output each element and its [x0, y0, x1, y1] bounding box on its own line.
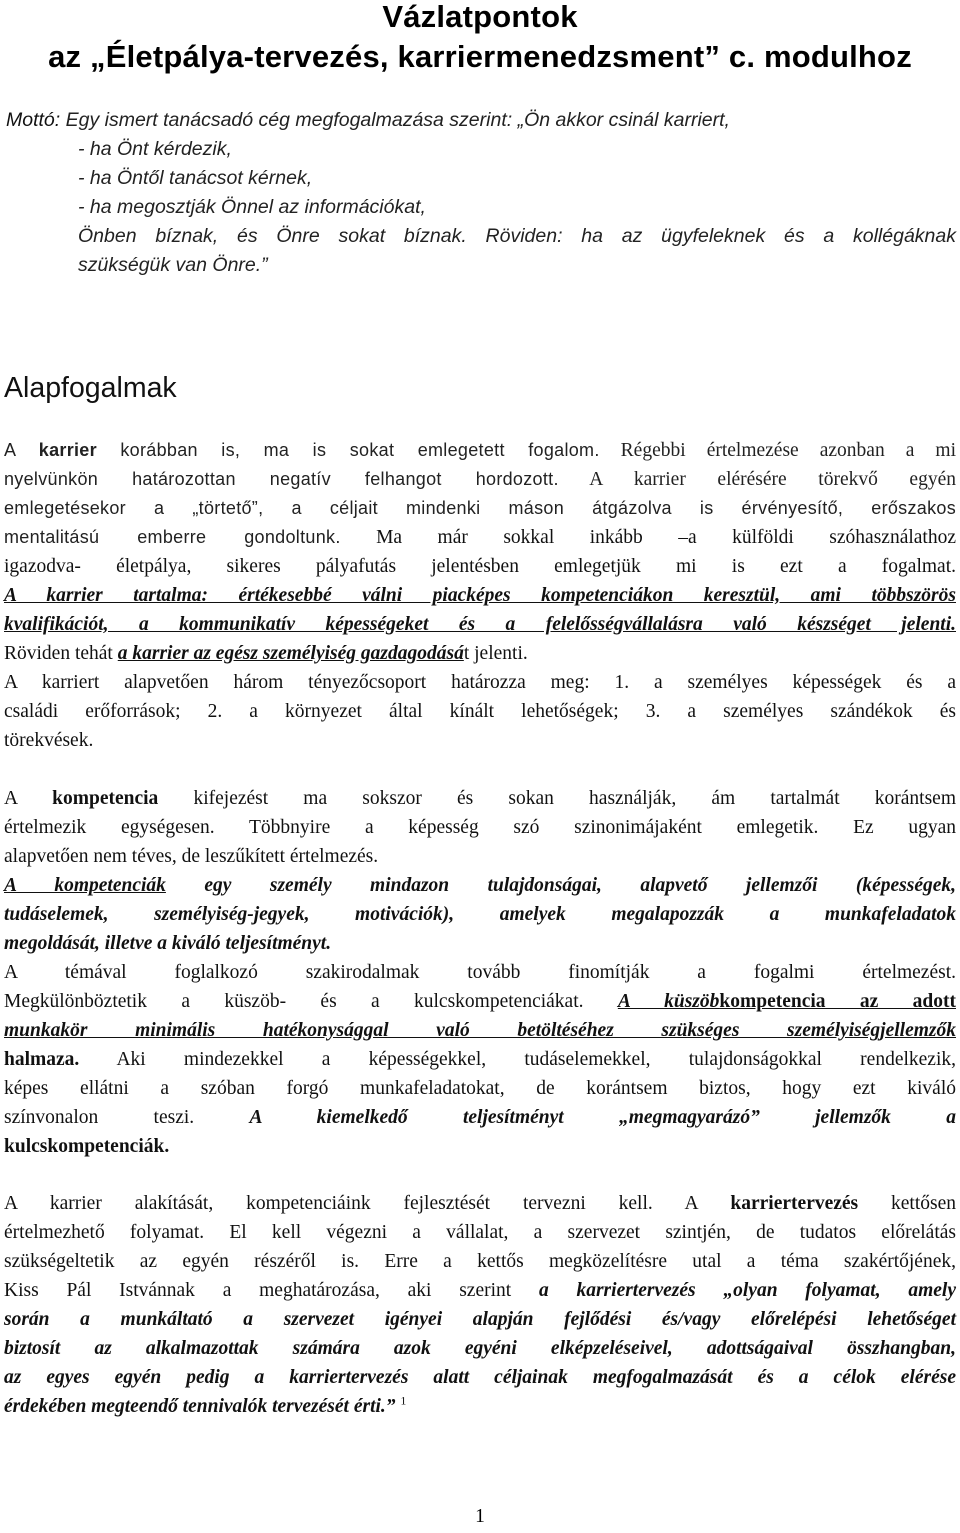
text-line: megoldását, illetve a kiváló teljesítményt.: [4, 933, 332, 954]
text-line: A kompetenciák egy személy mindazon tulajdonságai, alapvető jellemzői (képességek,: [4, 875, 956, 896]
text-line: A karrier korábban is, ma is sokat emlegetett fogalom. Régebbi értelmezése azonban a mi: [4, 440, 956, 461]
text-line: képes ellátni a szóban forgó munkafeladatokat, de korántsem biztos, hogy ezt kiváló: [4, 1078, 956, 1099]
text-line: értelmezhető folyamat. El kell végezni a vállalat, a szervezet szintjén, de tudatos előrelátás: [4, 1222, 956, 1243]
text-line: emlegetésekor a „törtető”, a céljait mindenki máson átgázolva is érvényesítő, erőszakos: [4, 498, 956, 518]
page-number: 1: [475, 1506, 485, 1527]
text-line: Kiss Pál Istvánnak a meghatározása, aki szerint a karriertervezés „olyan folyamat, amely: [4, 1280, 956, 1301]
text-line: munkakör minimális hatékonysággal való betöltéséhez szükséges személyiségjellemzők: [4, 1020, 956, 1041]
motto-intro: Mottó: Egy ismert tanácsadó cég megfogalmazása szerint: „Ön akkor csinál karriert,: [6, 109, 730, 131]
motto-line: Önben bíznak, és Önre sokat bíznak. Röviden: ha az ügyfeleknek és a kollégáknak: [78, 225, 956, 247]
text-line: Röviden tehát a karrier az egész személyiség gazdagodását jelenti.: [4, 643, 528, 664]
title-line-2: az „Életpálya-tervezés, karriermenedzsment” c. modulhoz: [48, 39, 912, 74]
text-line: A karriert alapvetően három tényezőcsoport határozza meg: 1. a személyes képességek és a: [4, 672, 956, 693]
text-line: az egyes egyén pedig a karriertervezés alatt céljainak megfogalmazását és a célok elérése: [4, 1367, 956, 1388]
text-line: alapvetően nem téves, de leszűkített értelmezés.: [4, 846, 379, 867]
text-line: biztosít az alkalmazottak számára azok egyéni elképzeléseivel, adottságaival összhangban,: [4, 1338, 956, 1359]
section-heading: Alapfogalmak: [4, 372, 177, 404]
text-line: Megkülönböztetik a küszöb- és a kulcskompetenciákat. A küszöbkompetencia az adott: [4, 991, 956, 1012]
motto-block: [6, 106, 956, 280]
paragraph-karrier-cont: [4, 523, 956, 755]
text-line: tudáselemek, személyiség-jegyek, motivációk), amelyek megalapozzák a munkafeladatok: [4, 904, 956, 925]
text-line: A karrier tartalma: értékesebbé válni piacképes kompetenciákon keresztül, ami többszörös: [4, 585, 956, 606]
footnote-ref[interactable]: 1: [400, 1393, 407, 1408]
motto-item: - ha Önt kérdezik,: [78, 138, 232, 160]
paragraph-karriertervezes: [4, 1189, 956, 1421]
text-line: során a munkáltató a szervezet igényei alapján fejlődési és/vagy előrelépési lehetőséget: [4, 1309, 956, 1330]
text-line: A kompetencia kifejezést ma sokszor és sokan használják, ám tartalmát korántsem: [4, 788, 956, 809]
text-line: nyelvünkön határozottan negatív felhangot hordozott. A karrier elérésére törekvő egyén: [4, 469, 956, 490]
text-line: kulcskompetenciák.: [4, 1136, 170, 1157]
motto-item: - ha megosztják Önnel az információkat,: [78, 196, 426, 218]
motto-item: - ha Öntől tanácsot kérnek,: [78, 167, 313, 189]
text-line: halmaza. Aki mindezekkel a képességekkel, tudáselemekkel, tulajdonságokkal rendelkezik,: [4, 1049, 956, 1070]
text-line: mentalitású emberre gondoltunk. Ma már sokkal inkább –a külföldi szóhasználathoz: [4, 527, 956, 548]
text-line: értelmezik egységesen. Többnyire a képesség szó szinonimájaként emlegetik. Ez ugyan: [4, 817, 956, 838]
text-line: színvonalon teszi. A kiemelkedő teljesítményt „megmagyarázó” jellemzők a: [4, 1107, 956, 1128]
text-line: családi erőforrások; 2. a környezet által kínált lehetőségek; 3. a személyes szándékok és: [4, 701, 956, 722]
text-line: kvalifikációt, a kommunikatív képességeket és a felelősségvállalásra való készséget jelenti.: [4, 614, 956, 635]
text-line: törekvések.: [4, 730, 94, 751]
motto-label: Mottó:: [6, 109, 61, 131]
paragraph-kompetencia: [4, 784, 956, 1161]
text-line: A témával foglalkozó szakirodalmak tovább finomítják a fogalmi értelmezést.: [4, 962, 956, 983]
text-line: igazodva- életpálya, sikeres pályafutás jelentésben emlegetjük mi is ezt a fogalmat.: [4, 556, 956, 577]
text-line: érdekében megteendő tennivalók tervezését érti.” $^1$: [4, 1393, 407, 1417]
motto-line: szükségük van Önre.”: [78, 254, 268, 276]
text-line: A karrier alakítását, kompetenciáink fejlesztését tervezni kell. A karriertervezés kettősen: [4, 1193, 957, 1214]
text-line: szükségeltetik az egyén részéről is. Erre a kettős megközelítésre utal a téma szakértőjének,: [4, 1251, 956, 1272]
title-line-1: Vázlatpontok: [382, 0, 578, 34]
paragraph-karrier: [4, 436, 956, 523]
